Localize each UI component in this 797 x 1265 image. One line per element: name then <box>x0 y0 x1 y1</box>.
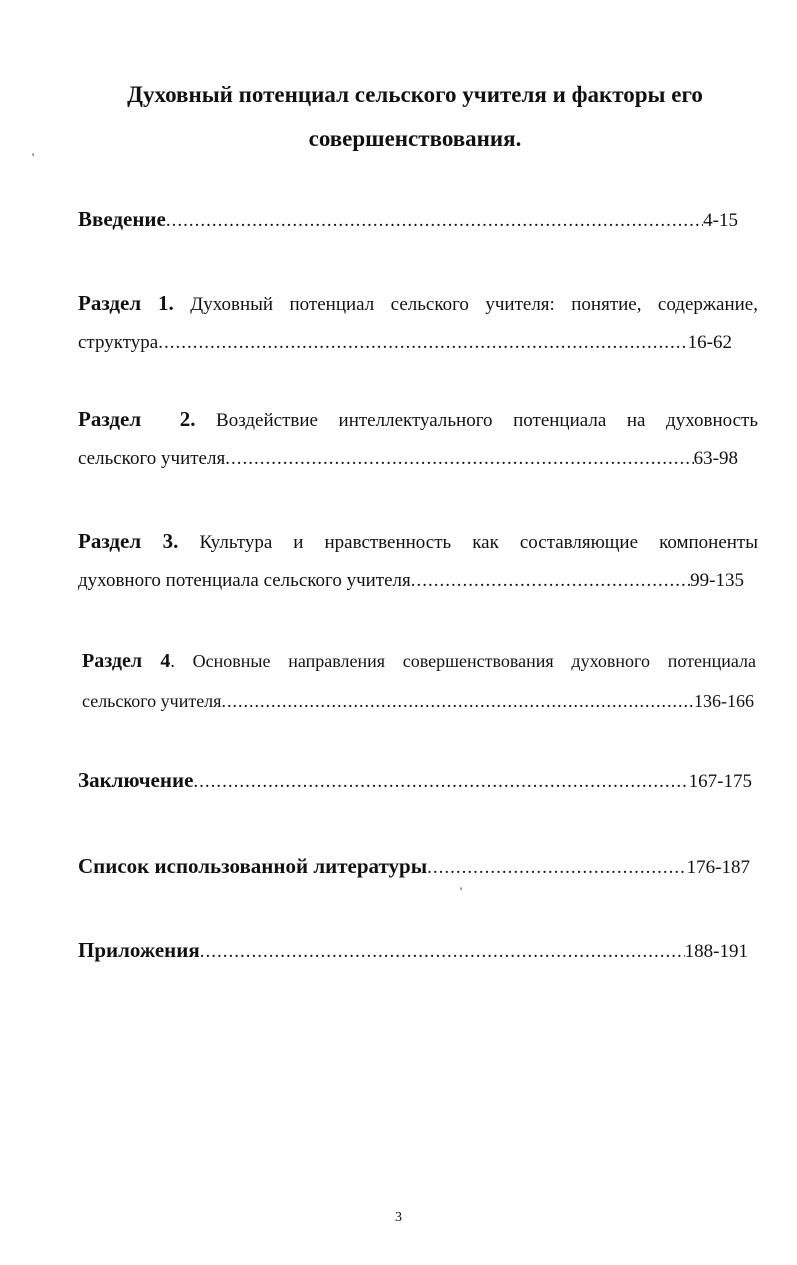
toc-entry-label: Заключение <box>78 768 194 792</box>
toc-section-title-continuation: сельского учителя <box>82 691 222 711</box>
toc-section-title: . Основные направления совершенствования духовного потенциала <box>170 651 757 671</box>
toc-leader-dots <box>225 446 693 472</box>
document-title-line-1: Духовный потенциал сельского учителя и факторы его <box>127 82 703 107</box>
toc-leader-dots <box>193 771 688 793</box>
toc-entry-page: 63-98 <box>693 448 738 469</box>
toc-entry-appendices <box>78 938 748 963</box>
toc-section-title-continuation: духовного потенциала сельского учителя <box>78 570 411 591</box>
toc-entry-page: 176-187 <box>686 857 750 878</box>
toc-entry-line-1 <box>82 648 756 674</box>
toc-entry-label: Приложения <box>78 938 200 962</box>
page-number: 3 <box>395 1210 402 1225</box>
toc-entry-section-1 <box>78 290 758 356</box>
toc-section-label: Раздел 4 <box>82 650 171 672</box>
toc-entry-line-2 <box>82 688 754 714</box>
toc-entry-label: Список использованной литературы <box>78 854 428 878</box>
toc-section-title-continuation: сельского учителя <box>78 448 226 469</box>
toc-section-label: Раздел 3. <box>78 529 179 553</box>
toc-entry-line-2 <box>78 446 738 472</box>
toc-entry-line-2 <box>78 568 744 594</box>
toc-entry-section-4 <box>82 648 756 714</box>
toc-entry-page: 99-135 <box>690 570 744 591</box>
toc-leader-dots <box>411 568 690 594</box>
toc-entry-page: 188-191 <box>684 941 748 962</box>
toc-section-label: Раздел 1. <box>78 291 174 315</box>
toc-leader-dots <box>427 857 687 879</box>
scan-artifact: ' <box>32 150 35 164</box>
toc-leader-dots <box>166 210 703 232</box>
toc-section-title-continuation: структура <box>78 332 159 353</box>
toc-entry-page: 136-166 <box>694 691 754 711</box>
toc-entry-line-2 <box>78 330 732 356</box>
toc-entry-page: 167-175 <box>688 771 752 792</box>
toc-entry-page: 16-62 <box>687 332 732 353</box>
toc-entry-line-1 <box>78 290 758 316</box>
toc-section-title: Воздействие интеллектуального потенциала на духовность <box>195 410 758 431</box>
toc-entry-label: Введение <box>78 207 166 231</box>
toc-entry-references <box>78 854 750 879</box>
toc-entry-line-1 <box>78 528 758 554</box>
toc-leader-dots <box>200 941 685 963</box>
scan-artifact: ' <box>460 884 463 898</box>
toc-section-title: Духовный потенциал сельского учителя: понятие, содержание, <box>173 294 758 315</box>
toc-entry-conclusion <box>78 768 752 793</box>
toc-entry-section-2 <box>78 406 758 472</box>
toc-leader-dots <box>221 688 694 714</box>
toc-entry-page: 4-15 <box>703 210 738 231</box>
toc-entry-line-1 <box>78 406 758 432</box>
toc-entry-section-3 <box>78 528 758 594</box>
toc-leader-dots <box>158 330 687 356</box>
toc-section-label: Раздел <box>78 407 142 431</box>
document-title-line-2: совершенствования. <box>308 126 522 151</box>
toc-entry-intro <box>78 207 738 232</box>
toc-section-number: 2. <box>179 407 196 431</box>
toc-section-title: Культура и нравственность как составляющие компоненты <box>178 532 758 553</box>
